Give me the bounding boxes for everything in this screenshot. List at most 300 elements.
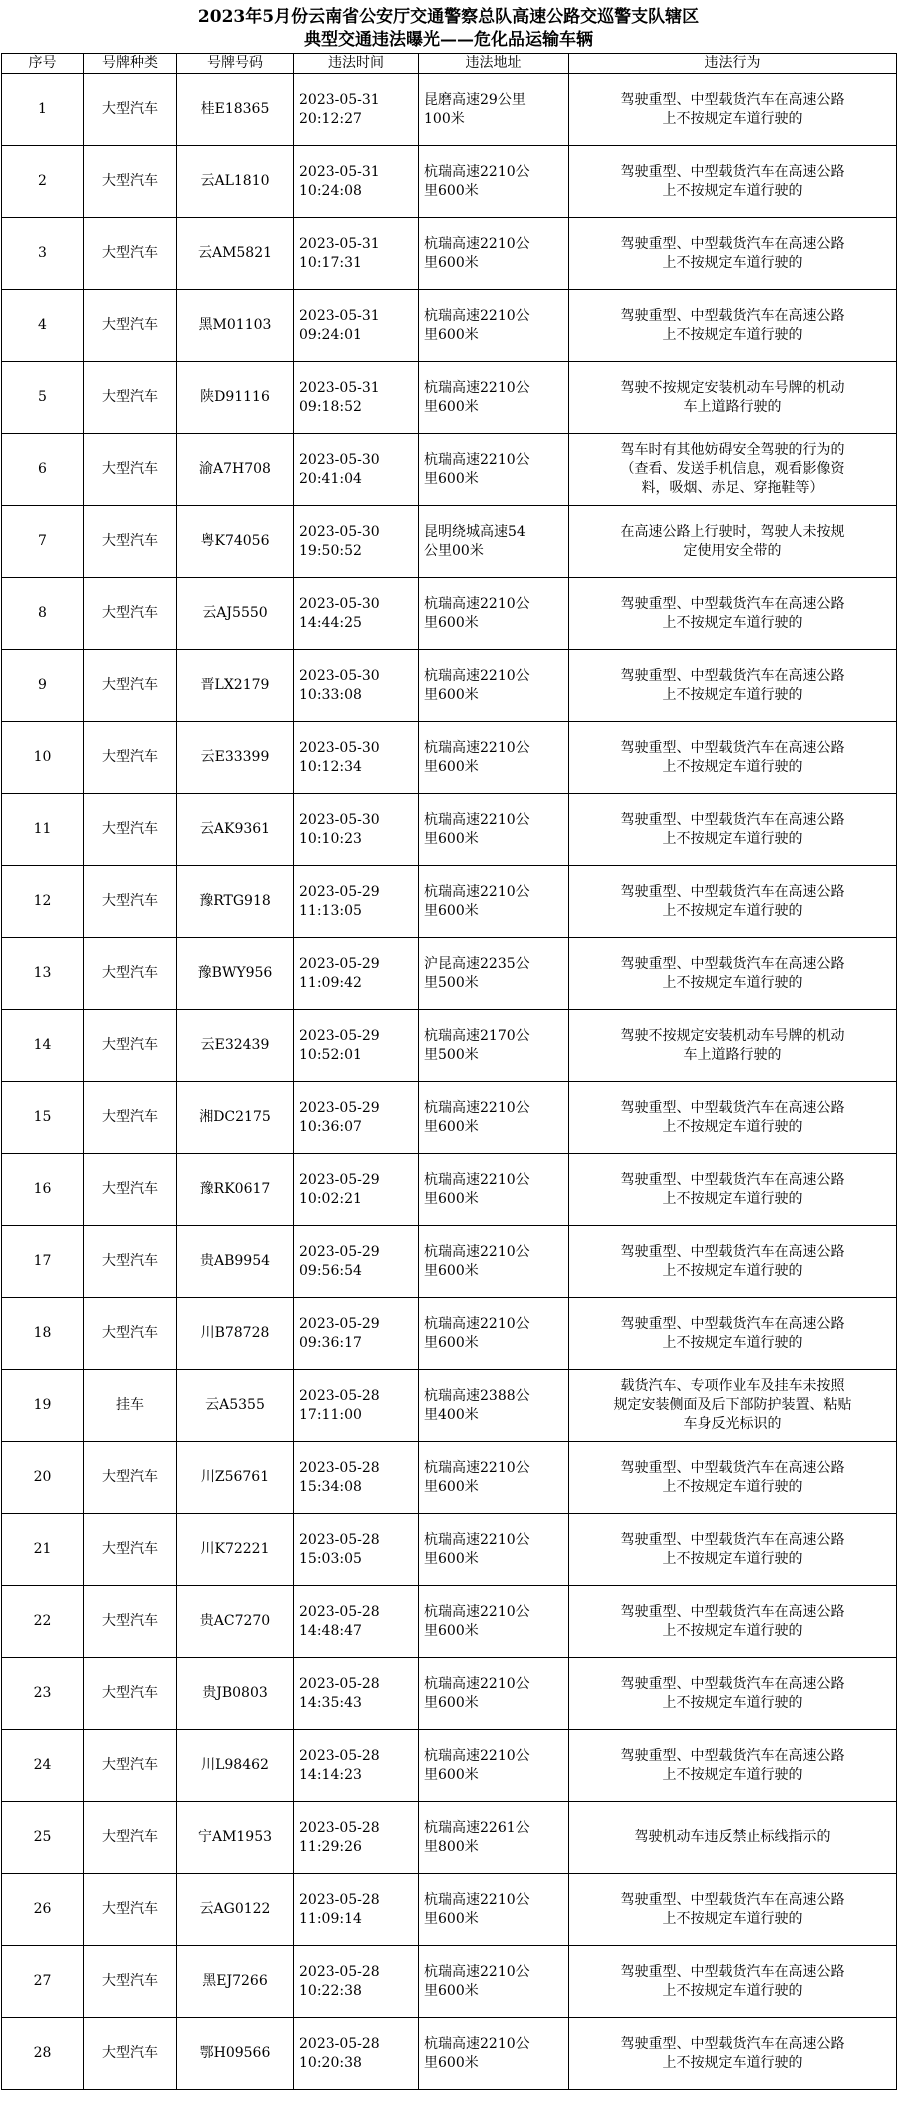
cell-violation-location-loc1: 杭瑞高速2210公 [424,307,530,324]
cell-violation-location-loc1: 杭瑞高速2210公 [424,811,530,828]
cell-violation-location [419,362,569,434]
cell-plate-type-type: 大型汽车 [102,533,158,549]
cell-violation-location-loc2: 里600米 [424,758,479,775]
cell-violation-time [294,794,419,866]
cell-violation-time-date: 2023-05-31 [299,163,380,180]
cell-violation-time-date: 2023-05-29 [299,1171,380,1188]
cell-plate-type-type: 大型汽车 [102,101,158,117]
cell-serial-no: 6 [38,461,47,477]
cell-plate-number-plate: 贵AB9954 [199,1253,271,1269]
cell-violation-location [419,722,569,794]
table-row [2,506,897,578]
cell-violation-location-loc1: 杭瑞高速2210公 [424,667,530,684]
table-row [2,1442,897,1514]
cell-plate-number-plate: 云AG0122 [199,1901,271,1917]
cell-violation-behavior-act1: 在高速公路上行驶时，驾驶人未按规 [620,523,845,540]
cell-violation-time-time: 10:22:38 [299,1982,362,1999]
cell-violation-location [419,938,569,1010]
cell-plate-type [84,1874,177,1946]
cell-plate-number [177,434,294,506]
cell-plate-number [177,794,294,866]
cell-violation-location-loc1: 杭瑞高速2210公 [424,1315,530,1332]
cell-violation-time [294,1370,419,1442]
cell-violation-time-date: 2023-05-30 [299,595,380,612]
cell-plate-type-type: 大型汽车 [102,173,158,189]
cell-violation-behavior-act1: 驾驶重型、中型载货汽车在高速公路 [620,883,845,900]
cell-violation-behavior-act3: 料，吸烟、赤足、穿拖鞋等） [641,480,824,496]
cell-plate-number [177,650,294,722]
cell-plate-type-type: 大型汽车 [102,965,158,981]
cell-violation-time-date: 2023-05-28 [299,1675,380,1692]
table-row [2,74,897,146]
cell-violation-location-loc2: 里600米 [424,254,479,271]
cell-violation-behavior [569,506,897,578]
cell-plate-type-type: 挂车 [116,1397,144,1413]
header-violation-behavior: 违法行为 [569,54,897,74]
cell-violation-time [294,74,419,146]
header-serial: 序号 [2,54,84,74]
cell-serial-no: 21 [33,1541,52,1557]
cell-violation-time [294,1442,419,1514]
cell-violation-time-date: 2023-05-31 [299,307,380,324]
cell-serial-no: 24 [33,1757,52,1773]
title-line-1: 2023年5月份云南省公安厅交通警察总队高速公路交巡警支队辖区 [197,7,700,27]
cell-plate-number [177,1730,294,1802]
cell-violation-time-time: 10:20:38 [299,2054,362,2071]
table-row [2,1226,897,1298]
cell-violation-time-time: 10:52:01 [299,1046,362,1063]
cell-violation-behavior-act2: 上不按规定车道行驶的 [662,1910,803,1927]
cell-plate-type [84,1082,177,1154]
cell-violation-location-loc2: 里600米 [424,470,479,487]
cell-violation-behavior-act1: 驾驶重型、中型载货汽车在高速公路 [620,163,845,180]
cell-violation-behavior [569,1658,897,1730]
cell-violation-behavior [569,650,897,722]
cell-violation-location [419,1802,569,1874]
cell-violation-behavior [569,74,897,146]
cell-serial [2,1370,84,1442]
cell-plate-number [177,722,294,794]
cell-violation-time-time: 14:44:25 [299,614,362,631]
cell-violation-behavior-act1: 驾驶重型、中型载货汽车在高速公路 [620,307,845,324]
cell-plate-number [177,74,294,146]
cell-violation-time-time: 20:41:04 [299,470,362,487]
cell-violation-location-loc1: 杭瑞高速2210公 [424,1603,530,1620]
cell-violation-behavior-act2: 上不按规定车道行驶的 [662,1550,803,1567]
cell-violation-location-loc1: 杭瑞高速2210公 [424,739,530,756]
cell-plate-type [84,1514,177,1586]
table-row [2,866,897,938]
cell-violation-behavior-act2: 规定安装侧面及后下部防护装置、粘贴 [613,1397,852,1413]
cell-violation-location [419,146,569,218]
cell-violation-location-loc2: 里600米 [424,1550,479,1567]
cell-violation-location-loc1: 杭瑞高速2170公 [424,1027,530,1044]
cell-serial [2,1226,84,1298]
cell-plate-type-type: 大型汽车 [102,1613,158,1629]
cell-violation-location-loc2: 里600米 [424,182,479,199]
cell-violation-location-loc1: 杭瑞高速2210公 [424,1531,530,1548]
cell-serial [2,1802,84,1874]
cell-plate-number-plate: 云AL1810 [200,173,270,189]
cell-plate-type-type: 大型汽车 [102,1829,158,1845]
cell-violation-time [294,218,419,290]
cell-plate-type [84,1010,177,1082]
cell-plate-type [84,938,177,1010]
cell-violation-behavior-act1: 载货汽车、专项作业车及挂车未按照 [620,1378,845,1394]
cell-plate-type-type: 大型汽车 [102,1757,158,1773]
cell-plate-number [177,1370,294,1442]
cell-plate-type [84,2018,177,2090]
cell-violation-behavior-act2: 定使用安全带的 [683,542,782,559]
cell-violation-location-loc1: 杭瑞高速2210公 [424,1243,530,1260]
cell-violation-time-time: 09:36:17 [299,1334,362,1351]
cell-plate-number-plate: 贵JB0803 [202,1685,268,1701]
cell-violation-time-time: 10:24:08 [299,182,362,199]
cell-plate-type [84,1658,177,1730]
cell-plate-type-type: 大型汽车 [102,1973,158,1989]
cell-violation-location-loc1: 昆磨高速29公里 [424,91,526,108]
cell-plate-type-type: 大型汽车 [102,1253,158,1269]
cell-violation-behavior-act1: 驾驶机动车违反禁止标线指示的 [634,1829,831,1845]
cell-violation-behavior-act2: 上不按规定车道行驶的 [662,1190,803,1207]
cell-plate-number [177,866,294,938]
table-row [2,1370,897,1442]
cell-serial-no: 3 [38,245,47,261]
cell-violation-time-time: 09:56:54 [299,1262,362,1279]
cell-violation-behavior-act2: 上不按规定车道行驶的 [662,1982,803,1999]
cell-violation-behavior-act1: 驾驶重型、中型载货汽车在高速公路 [620,1459,845,1476]
cell-plate-type-type: 大型汽车 [102,677,158,693]
cell-plate-number [177,1154,294,1226]
cell-plate-number [177,1514,294,1586]
violation-table [1,53,897,2090]
cell-serial-no: 22 [33,1613,52,1629]
cell-violation-time-time: 09:24:01 [299,326,362,343]
cell-violation-behavior-act1: 驾驶重型、中型载货汽车在高速公路 [620,1099,845,1116]
table-row [2,290,897,362]
cell-violation-location-loc1: 杭瑞高速2210公 [424,1675,530,1692]
cell-violation-time-date: 2023-05-30 [299,739,380,756]
cell-violation-behavior-act1: 驾驶重型、中型载货汽车在高速公路 [620,1531,845,1548]
cell-plate-number-plate: 川B78728 [200,1325,270,1341]
cell-plate-type [84,506,177,578]
cell-violation-behavior-act1: 驾驶重型、中型载货汽车在高速公路 [620,1603,845,1620]
cell-plate-type [84,866,177,938]
cell-violation-location-loc2: 里600米 [424,1190,479,1207]
cell-plate-number [177,146,294,218]
cell-violation-time-time: 10:10:23 [299,830,362,847]
cell-violation-behavior-act2: 上不按规定车道行驶的 [662,326,803,343]
cell-plate-number-plate: 陕D91116 [200,389,270,405]
cell-violation-behavior-act2: 车上道路行驶的 [683,398,782,415]
cell-violation-behavior [569,362,897,434]
cell-violation-location-loc2: 里600米 [424,686,479,703]
cell-plate-type [84,362,177,434]
cell-serial [2,290,84,362]
cell-violation-behavior-act2: 上不按规定车道行驶的 [662,1478,803,1495]
cell-serial [2,74,84,146]
cell-violation-time-date: 2023-05-28 [299,1747,380,1764]
cell-violation-time-time: 10:12:34 [299,758,362,775]
cell-violation-time [294,1082,419,1154]
cell-serial [2,1586,84,1658]
table-row [2,578,897,650]
cell-violation-location-loc1: 杭瑞高速2210公 [424,451,530,468]
cell-violation-behavior-act1: 驾驶不按规定安装机动车号牌的机动 [620,379,845,396]
cell-plate-type-type: 大型汽车 [102,389,158,405]
cell-violation-behavior-act1: 驾驶重型、中型载货汽车在高速公路 [620,1891,845,1908]
cell-plate-number-plate: 桂E18365 [200,101,270,117]
table-row [2,1514,897,1586]
cell-plate-number [177,578,294,650]
cell-violation-behavior [569,1514,897,1586]
cell-violation-behavior-act1: 驾驶重型、中型载货汽车在高速公路 [620,1171,845,1188]
cell-violation-location-loc2: 里600米 [424,1982,479,1999]
cell-violation-time-time: 11:09:14 [299,1910,362,1927]
cell-violation-location-loc2: 里600米 [424,1694,479,1711]
cell-violation-behavior-act2: 上不按规定车道行驶的 [662,1622,803,1639]
cell-violation-time-date: 2023-05-28 [299,1891,380,1908]
cell-plate-number [177,1874,294,1946]
cell-plate-number [177,1586,294,1658]
cell-violation-time [294,1946,419,2018]
cell-serial [2,2018,84,2090]
cell-plate-number [177,1082,294,1154]
cell-violation-time-date: 2023-05-29 [299,1099,380,1116]
cell-violation-behavior-act1: 驾驶重型、中型载货汽车在高速公路 [620,91,845,108]
cell-plate-type [84,794,177,866]
cell-violation-time-date: 2023-05-29 [299,1027,380,1044]
table-row [2,1082,897,1154]
cell-violation-time-date: 2023-05-30 [299,667,380,684]
cell-serial [2,650,84,722]
cell-plate-number-plate: 云AJ5550 [202,605,268,621]
cell-violation-time-date: 2023-05-28 [299,1531,380,1548]
cell-violation-behavior-act1: 驾驶重型、中型载货汽车在高速公路 [620,1315,845,1332]
cell-violation-location-loc1: 杭瑞高速2210公 [424,2035,530,2052]
cell-violation-time [294,1010,419,1082]
cell-serial-no: 4 [38,317,47,333]
cell-serial [2,218,84,290]
cell-serial [2,1946,84,2018]
cell-plate-number-plate: 川K72221 [200,1541,270,1557]
cell-violation-time-date: 2023-05-28 [299,1963,380,1980]
cell-plate-type [84,722,177,794]
cell-plate-number-plate: 云AK9361 [199,821,271,837]
cell-violation-behavior-act2: 上不按规定车道行驶的 [662,758,803,775]
cell-serial [2,794,84,866]
cell-plate-type-type: 大型汽车 [102,317,158,333]
cell-violation-behavior [569,1730,897,1802]
cell-violation-location-loc1: 杭瑞高速2210公 [424,1747,530,1764]
cell-violation-behavior-act2: 上不按规定车道行驶的 [662,614,803,631]
cell-serial-no: 19 [33,1397,52,1413]
cell-serial [2,1154,84,1226]
cell-violation-behavior [569,1010,897,1082]
cell-plate-type [84,218,177,290]
cell-violation-behavior-act1: 驾驶重型、中型载货汽车在高速公路 [620,1747,845,1764]
cell-serial [2,1730,84,1802]
cell-plate-type [84,578,177,650]
cell-violation-time [294,2018,419,2090]
cell-violation-behavior [569,1874,897,1946]
cell-violation-time-time: 11:29:26 [299,1838,362,1855]
cell-violation-location [419,1226,569,1298]
cell-violation-location-loc1: 杭瑞高速2210公 [424,883,530,900]
cell-violation-behavior [569,1154,897,1226]
cell-plate-number [177,1946,294,2018]
cell-violation-location-loc1: 杭瑞高速2210公 [424,1963,530,1980]
cell-violation-location [419,1010,569,1082]
cell-plate-type-type: 大型汽车 [102,461,158,477]
cell-violation-behavior-act1: 驾驶重型、中型载货汽车在高速公路 [620,811,845,828]
cell-violation-time-time: 10:36:07 [299,1118,362,1135]
cell-violation-location [419,2018,569,2090]
cell-serial-no: 15 [33,1109,52,1125]
table-row [2,1658,897,1730]
cell-violation-location-loc2: 里600米 [424,398,479,415]
cell-violation-behavior [569,794,897,866]
cell-violation-location-loc1: 杭瑞高速2210公 [424,379,530,396]
cell-serial-no: 16 [33,1181,52,1197]
cell-violation-behavior-act1: 驾驶不按规定安装机动车号牌的机动 [620,1027,845,1044]
cell-plate-type-type: 大型汽车 [102,245,158,261]
cell-violation-location [419,650,569,722]
cell-violation-behavior-act2: 上不按规定车道行驶的 [662,1766,803,1783]
cell-violation-time-date: 2023-05-31 [299,235,380,252]
cell-violation-time [294,866,419,938]
cell-violation-location-loc2: 里600米 [424,326,479,343]
cell-plate-number-plate: 川L98462 [201,1757,269,1773]
cell-plate-number-plate: 宁AM1953 [197,1829,273,1845]
cell-violation-behavior [569,1442,897,1514]
cell-violation-behavior [569,1802,897,1874]
cell-violation-behavior-act2: 上不按规定车道行驶的 [662,2054,803,2071]
cell-violation-time-date: 2023-05-28 [299,1387,380,1404]
table-row [2,794,897,866]
cell-violation-location [419,1874,569,1946]
table-row [2,434,897,506]
header-violation-time: 违法时间 [294,54,419,74]
cell-violation-time [294,506,419,578]
cell-plate-number-plate: 湘DC2175 [199,1109,271,1125]
cell-violation-time-date: 2023-05-30 [299,523,380,540]
cell-plate-number-plate: 晋LX2179 [200,677,270,693]
cell-plate-type [84,1226,177,1298]
cell-plate-type-type: 大型汽车 [102,2045,158,2061]
table-row [2,1298,897,1370]
cell-violation-location-loc2: 100米 [424,110,465,127]
cell-plate-number-plate: 黑EJ7266 [202,1973,268,1989]
cell-violation-location-loc2: 里600米 [424,2054,479,2071]
cell-violation-behavior-act2: 上不按规定车道行驶的 [662,974,803,991]
cell-plate-number-plate: 云E32439 [200,1037,270,1053]
cell-violation-time-time: 15:03:05 [299,1550,362,1567]
cell-serial [2,506,84,578]
cell-serial-no: 28 [33,2045,52,2061]
cell-violation-time-date: 2023-05-28 [299,2035,380,2052]
cell-serial [2,1442,84,1514]
cell-violation-time-time: 11:09:42 [299,974,362,991]
cell-violation-behavior [569,1370,897,1442]
cell-plate-number-plate: 粤K74056 [200,533,270,549]
cell-violation-time [294,938,419,1010]
cell-serial-no: 25 [33,1829,52,1845]
cell-violation-location-loc1: 杭瑞高速2210公 [424,1171,530,1188]
cell-serial-no: 1 [38,101,47,117]
cell-violation-location-loc2: 里800米 [424,1838,479,1855]
cell-serial-no: 11 [33,821,52,837]
table-row [2,218,897,290]
cell-violation-behavior-act1: 驾驶重型、中型载货汽车在高速公路 [620,1963,845,1980]
cell-plate-number-plate: 贵AC7270 [199,1613,271,1629]
cell-serial-no: 2 [38,173,47,189]
cell-violation-location-loc1: 杭瑞高速2210公 [424,1459,530,1476]
cell-violation-behavior [569,938,897,1010]
cell-plate-number [177,938,294,1010]
cell-serial [2,866,84,938]
cell-violation-behavior-act2: 上不按规定车道行驶的 [662,254,803,271]
cell-violation-location [419,578,569,650]
cell-violation-behavior [569,578,897,650]
cell-violation-time-date: 2023-05-28 [299,1459,380,1476]
cell-serial-no: 5 [38,389,47,405]
cell-violation-behavior-act2: 上不按规定车道行驶的 [662,902,803,919]
cell-serial-no: 27 [33,1973,52,1989]
cell-violation-time-date: 2023-05-28 [299,1819,380,1836]
cell-violation-location-loc2: 里400米 [424,1406,479,1423]
cell-violation-behavior-act3: 车身反光标识的 [683,1416,782,1432]
table-row [2,650,897,722]
cell-serial [2,578,84,650]
cell-plate-type-type: 大型汽车 [102,1685,158,1701]
cell-serial-no: 8 [38,605,47,621]
cell-violation-location-loc2: 里600米 [424,830,479,847]
cell-violation-location-loc1: 沪昆高速2235公 [424,955,530,972]
table-row [2,1154,897,1226]
cell-violation-behavior-act1: 驾驶重型、中型载货汽车在高速公路 [620,235,845,252]
cell-plate-number-plate: 川Z56761 [200,1469,270,1485]
cell-violation-location-loc2: 里600米 [424,1478,479,1495]
cell-plate-type [84,74,177,146]
cell-violation-location-loc2: 里600米 [424,614,479,631]
cell-plate-type [84,1946,177,2018]
cell-violation-location-loc1: 杭瑞高速2210公 [424,163,530,180]
cell-violation-time-date: 2023-05-29 [299,1243,380,1260]
cell-violation-time-date: 2023-05-29 [299,955,380,972]
cell-violation-time-time: 14:35:43 [299,1694,362,1711]
cell-plate-type [84,290,177,362]
cell-violation-time-date: 2023-05-30 [299,811,380,828]
cell-plate-type [84,1586,177,1658]
cell-violation-time-time: 19:50:52 [299,542,362,559]
cell-plate-type-type: 大型汽车 [102,893,158,909]
cell-plate-number [177,1802,294,1874]
header-plate-number: 号牌号码 [177,54,294,74]
cell-violation-behavior-act2: 上不按规定车道行驶的 [662,686,803,703]
cell-plate-number [177,1442,294,1514]
cell-violation-location-loc1: 杭瑞高速2210公 [424,595,530,612]
cell-violation-location-loc2: 里600米 [424,1766,479,1783]
cell-violation-time [294,146,419,218]
cell-violation-location [419,1946,569,2018]
cell-violation-location-loc2: 里600米 [424,1118,479,1135]
cell-violation-time-date: 2023-05-30 [299,451,380,468]
cell-violation-time [294,362,419,434]
cell-violation-behavior-act1: 驾驶重型、中型载货汽车在高速公路 [620,667,845,684]
table-row [2,722,897,794]
cell-violation-time-time: 10:17:31 [299,254,362,271]
